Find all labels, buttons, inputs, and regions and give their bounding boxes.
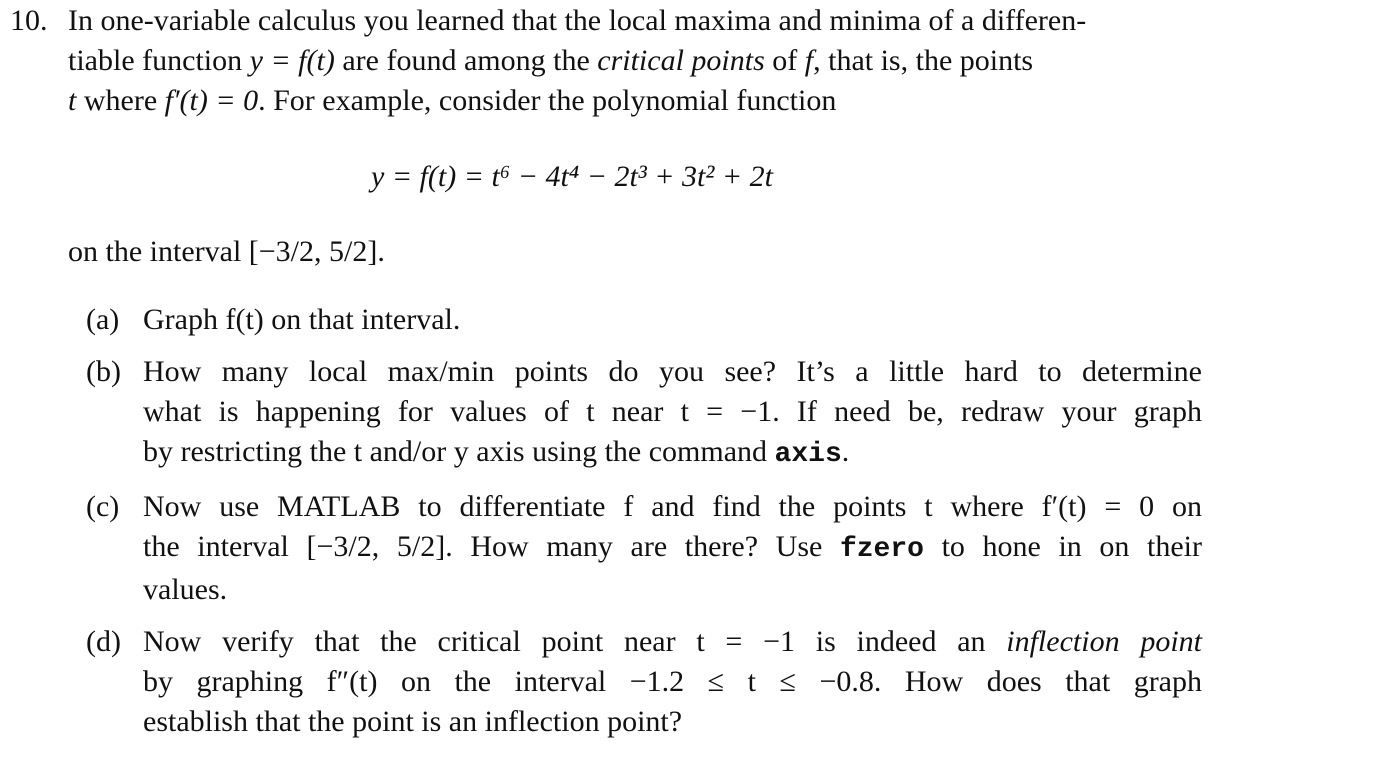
problem-number: 10.	[10, 4, 48, 37]
problem-10	[10, 1, 1202, 121]
part-c-label: (c)	[86, 490, 120, 523]
part-a	[86, 300, 1202, 340]
part-b-line-2: what is happening for values of t near t = −1. If need be, redraw your graph	[143, 395, 1202, 428]
intro-line-1: In one-variable calculus you learned that the local maxima and minima of a differen-	[68, 4, 1087, 37]
inline-math-y-equals-f: y = f(t)	[249, 44, 335, 77]
part-c-line-3: values.	[143, 573, 228, 606]
part-d	[86, 622, 1202, 742]
part-b-line-3: by restricting the t and/or y axis using the command axis.	[143, 435, 850, 470]
critical-points-emphasis: critical points	[597, 44, 765, 77]
display-equation: y = f(t) = t⁶ − 4t⁴ − 2t³ + 3t² + 2t	[371, 160, 773, 193]
part-c	[86, 487, 1202, 610]
inline-math-f: f	[804, 44, 814, 77]
interval-text: on the interval [−3/2, 5/2].	[68, 235, 385, 268]
part-d-line-2: by graphing f″(t) on the interval −1.2 ≤ t ≤ −0.8. How does that graph	[143, 665, 1202, 698]
part-d-line-3: establish that the point is an inflection point?	[143, 705, 683, 738]
part-c-line-2: the interval [−3/2, 5/2]. How many are there? Use fzero to hone in on their	[143, 530, 1202, 565]
inline-math-f-prime-zero: f′(t) = 0	[164, 84, 259, 117]
intro-line-3: t where f′(t) = 0. For example, consider the polynomial function	[68, 84, 837, 117]
part-c-line-1: Now use MATLAB to differentiate f and find the points t where f′(t) = 0 on	[143, 490, 1202, 523]
problem-intro	[68, 1, 1202, 121]
part-b	[86, 352, 1202, 475]
part-a-line-1: Graph f(t) on that interval.	[143, 303, 461, 336]
part-b-label: (b)	[86, 355, 121, 388]
part-a-label: (a)	[86, 303, 120, 336]
intro-line-2: tiable function y = f(t) are found among the critical points of f, that is, the points	[68, 44, 1034, 77]
inline-math-t: t	[68, 84, 77, 117]
part-d-label: (d)	[86, 625, 121, 658]
part-d-line-1: Now verify that the critical point near t = −1 is indeed an inflection point	[143, 625, 1202, 658]
part-b-line-1: How many local max/min points do you see? It’s a little hard to determine	[143, 355, 1202, 388]
